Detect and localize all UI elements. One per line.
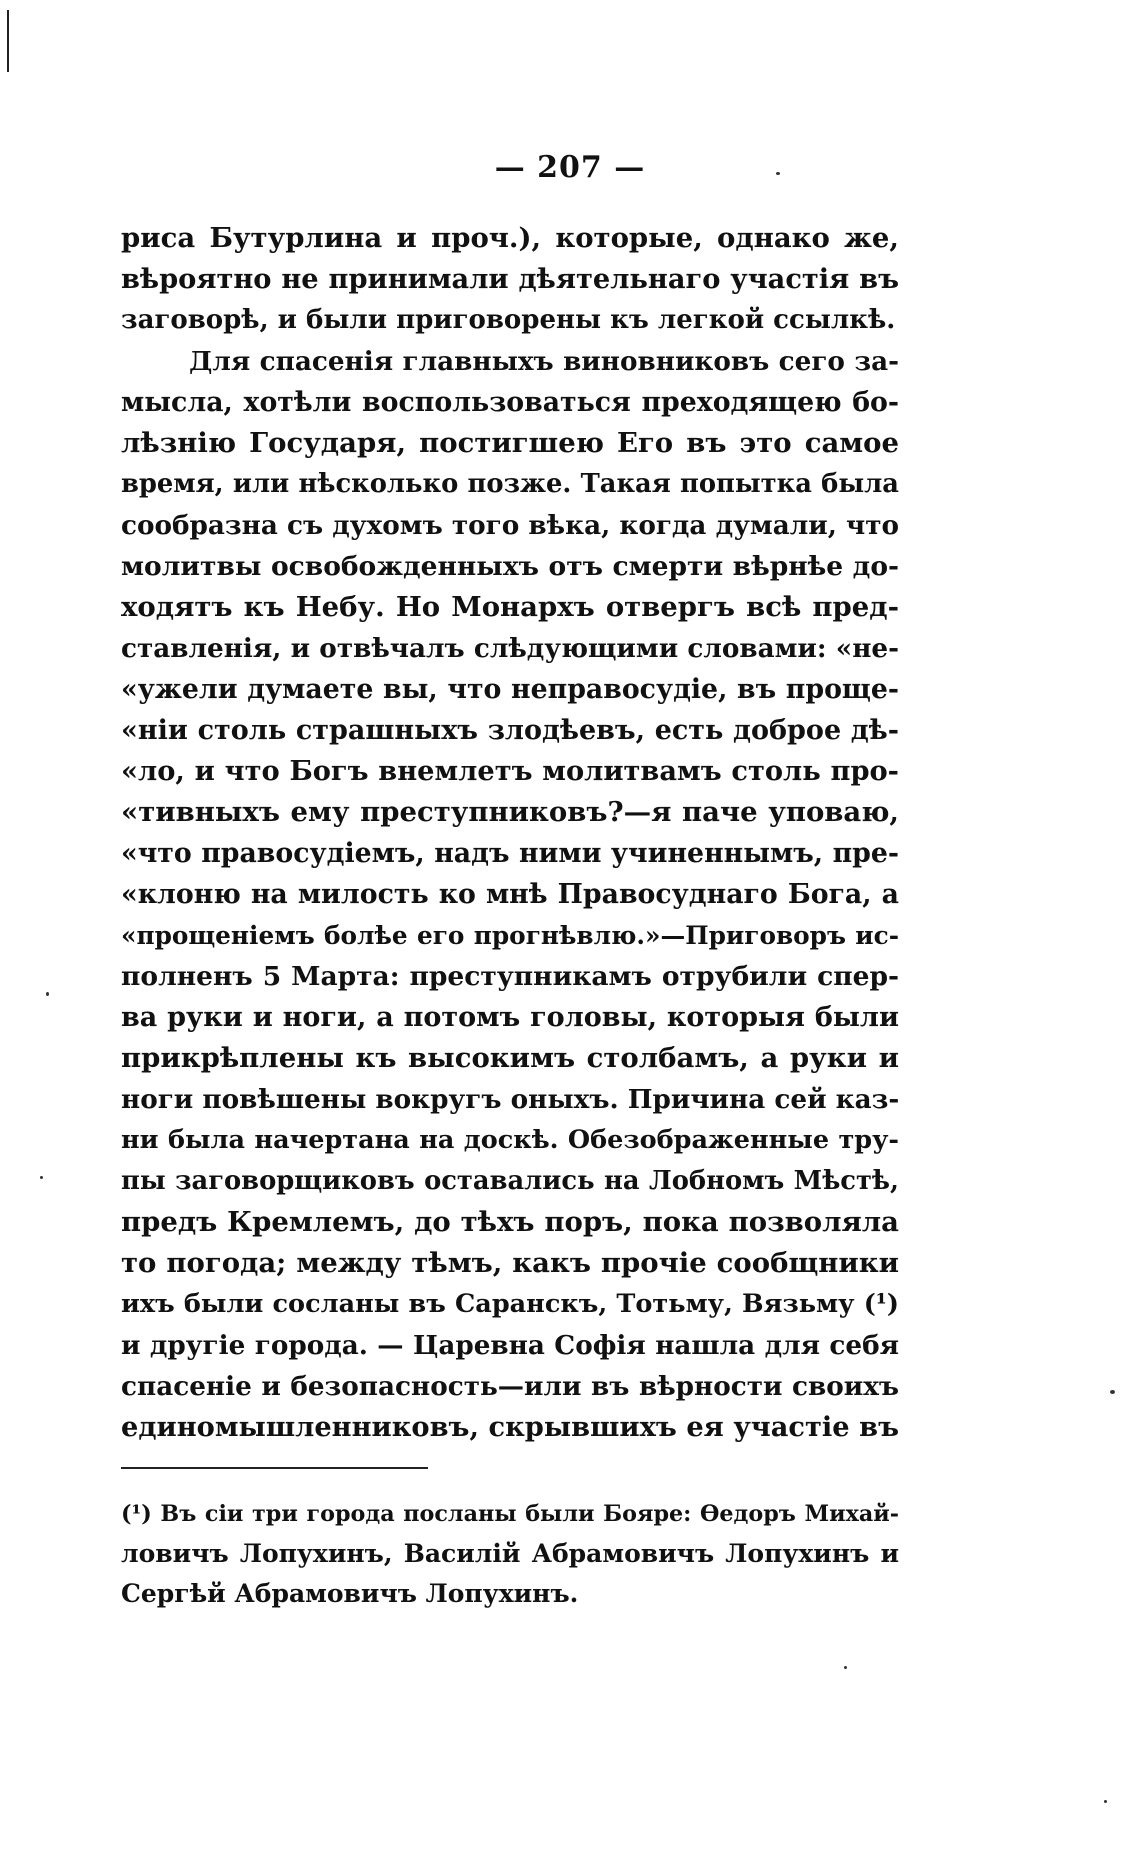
scan-speck — [776, 172, 780, 175]
scan-speck — [844, 1666, 847, 1669]
scan-speck — [1104, 1800, 1107, 1803]
text-line: молитвы освобожденныхъ отъ смерти вѣрнѣе до- — [121, 551, 899, 582]
text-line: и другіе города. — Царевна Софія нашла для себя — [121, 1330, 899, 1361]
text-line: «ніи столь страшныхъ злодѣевъ, есть доброе дѣ- — [121, 715, 899, 746]
scan-speck — [1110, 1390, 1115, 1394]
text-line: «клоню на милость ко мнѣ Правосуднаго Бога, а — [121, 879, 899, 910]
text-line: время, или нѣсколько позже. Такая попытка была — [121, 469, 899, 499]
text-line: предъ Кремлемъ, до тѣхъ поръ, пока позволяла — [121, 1206, 899, 1238]
text-line: ноги повѣшены вокругъ оныхъ. Причина сей каз- — [121, 1084, 900, 1115]
text-line: «что правосудіемъ, надъ ними учиненнымъ, пре- — [121, 838, 899, 869]
text-line: прикрѣплены къ высокимъ столбамъ, а руки и — [121, 1042, 899, 1074]
margin-scan-mark — [7, 10, 9, 72]
text-line: лѣзнію Государя, постигшею Его въ это самое — [121, 427, 899, 459]
text-line: «ужели думаете вы, что неправосудіе, въ проще- — [121, 674, 899, 705]
text-line: пы заговорщиковъ оставались на Лобномъ Мѣстѣ, — [121, 1166, 899, 1196]
text-line: сообразна съ духомъ того вѣка, когда думали, что — [121, 510, 899, 541]
footnote-line: ловичъ Лопухинъ, Василій Абрамовичъ Лопухинъ и — [121, 1539, 899, 1568]
text-line: «прощеніемъ болѣе его прогнѣвлю.»—Приговоръ ис- — [121, 921, 899, 950]
text-line: вѣроятно не принимали дѣятельнаго участія въ — [121, 263, 899, 295]
text-line: «ло, и что Богъ внемлетъ молитвамъ столь про- — [121, 755, 899, 787]
footnote — [121, 1494, 899, 1614]
page-number: — 207 — — [494, 150, 646, 185]
footnote-line: Сергѣй Абрамовичъ Лопухинъ. — [121, 1579, 579, 1608]
body-text — [121, 218, 899, 1448]
text-line: Для спасенія главныхъ виновниковъ сего за- — [189, 346, 899, 377]
footnote-divider — [121, 1467, 428, 1469]
text-line: ва руки и ноги, а потомъ головы, которыя были — [121, 1002, 899, 1033]
text-line: полненъ 5 Марта: преступникамъ отрубили спер- — [121, 961, 899, 992]
footnote-line: (¹) Въ сіи три города посланы были Бояре: Ѳедоръ Михай- — [121, 1501, 899, 1527]
text-line: «тивныхъ ему преступниковъ?—я паче уповаю, — [121, 796, 899, 828]
text-line: ни была начертана на доскѣ. Обезображенные тру- — [121, 1125, 899, 1155]
text-line: мысла, хотѣли воспользоваться преходящею бо- — [121, 387, 899, 418]
text-line: ставленія, и отвѣчалъ слѣдующими словами: «не- — [121, 633, 899, 664]
text-line: единомышленниковъ, скрывшихъ ея участіе въ — [121, 1411, 899, 1443]
text-line: то погода; между тѣмъ, какъ прочіе сообщники — [121, 1247, 899, 1279]
scan-speck — [40, 1176, 43, 1179]
text-line: ихъ были сосланы въ Саранскъ, Тотьму, Вязьму (¹) — [121, 1289, 899, 1319]
text-line: ходятъ къ Небу. Но Монархъ отвергъ всѣ пред- — [121, 591, 899, 623]
text-line: спасеніе и безопасность—или въ вѣрности своихъ — [121, 1371, 899, 1402]
text-line: заговорѣ, и были приговорены къ легкой ссылкѣ. — [121, 305, 896, 335]
scan-speck — [46, 992, 49, 996]
text-line: риса Бутурлина и проч.), которые, однако же, — [121, 222, 899, 254]
